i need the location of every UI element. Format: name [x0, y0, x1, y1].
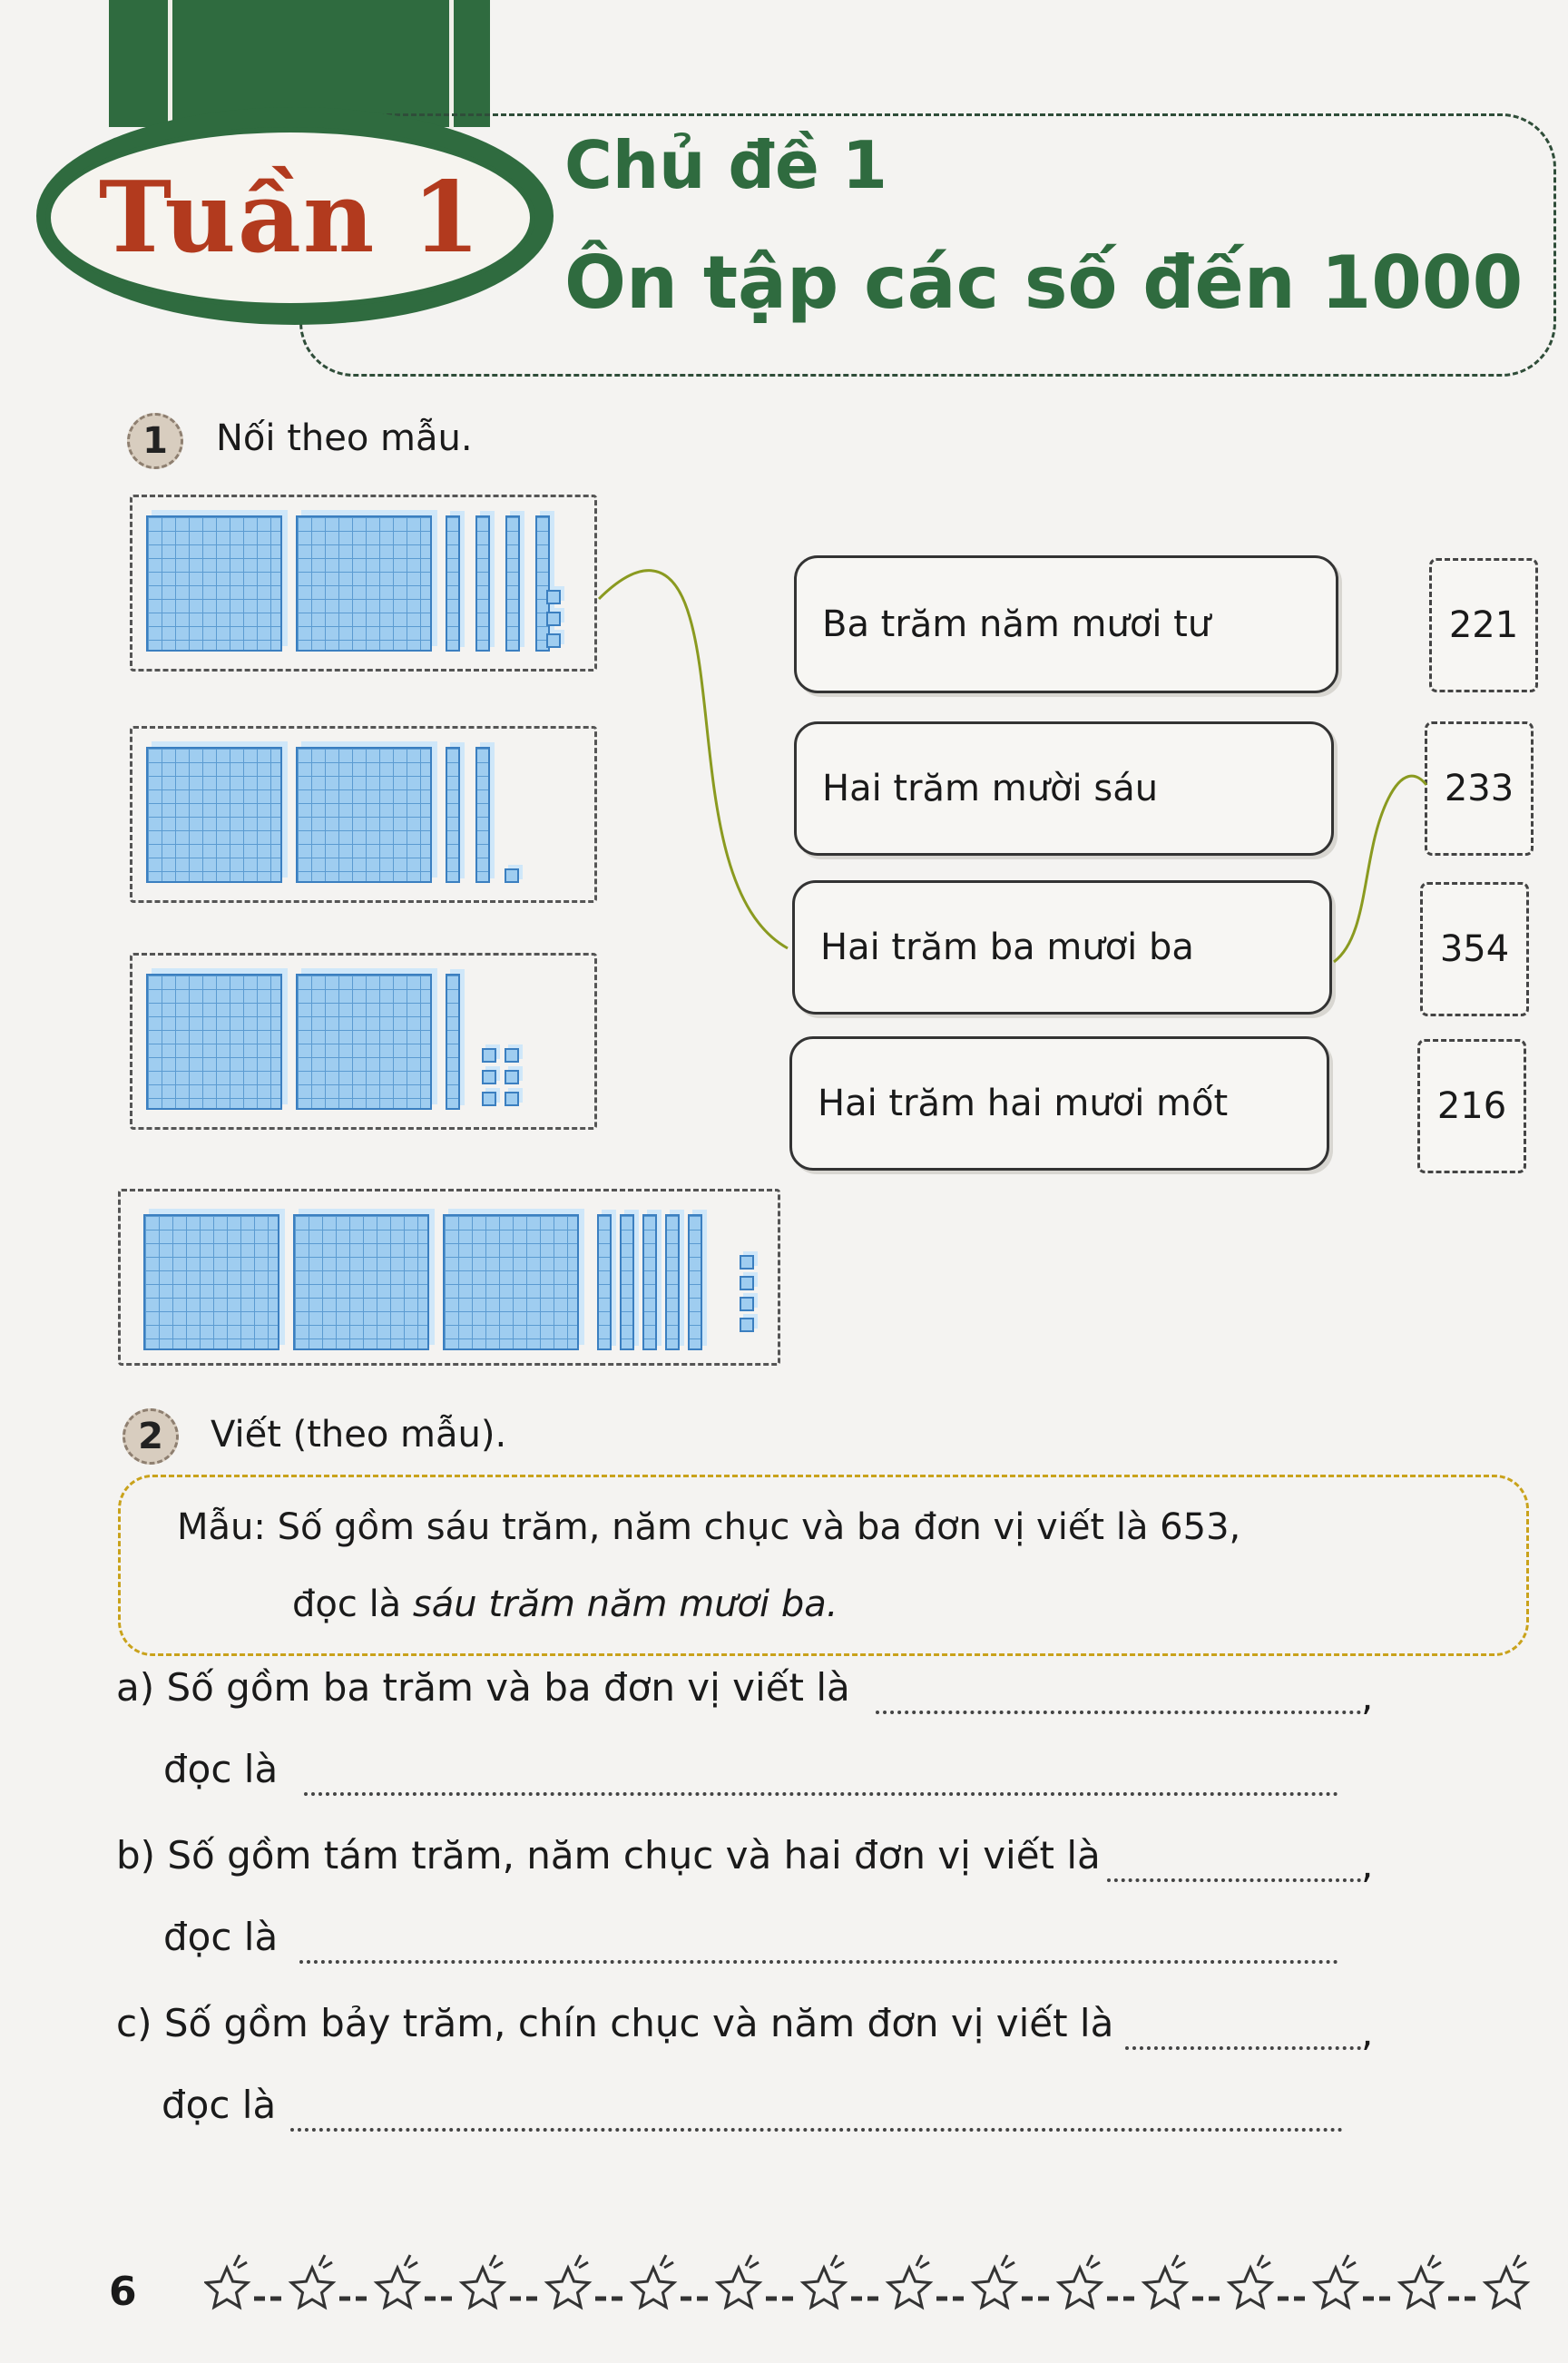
question-c-prompt: c) Số gồm bảy trăm, chín chục và năm đơn vị viết là [116, 2001, 1114, 2045]
exercise-1-badge: 1 [127, 413, 183, 469]
sparkle-icon [661, 2255, 673, 2268]
question-a-read-label: đọc là [163, 1747, 279, 1791]
page-number: 6 [109, 2269, 137, 2315]
sparkle-icon [746, 2255, 759, 2268]
star-border-decoration [204, 2249, 1565, 2321]
unit-cube [740, 1276, 754, 1290]
sparkle-icon [1258, 2255, 1270, 2268]
sparkle-icon [1428, 2255, 1441, 2268]
topic-label: Chủ đề 1 [564, 127, 887, 203]
sparkle-icon [1514, 2255, 1526, 2268]
comma: , [1361, 2010, 1374, 2054]
week-label: Tuần 1 [98, 161, 483, 275]
star-icon [1485, 2268, 1527, 2307]
sparkle-icon [1087, 2255, 1100, 2268]
question-b-write-line[interactable] [1107, 1878, 1361, 1882]
exercise-1-title: Nối theo mẫu. [216, 417, 473, 459]
comma: , [1361, 1674, 1374, 1719]
sample-line-2 [292, 1584, 838, 1625]
number-card[interactable]: 354 [1420, 882, 1529, 1016]
number-card[interactable]: 221 [1429, 558, 1538, 692]
sample-line-1: Mẫu: Số gồm sáu trăm, năm chục và ba đơn vị viết là 653, [177, 1506, 1241, 1548]
sparkle-icon [490, 2255, 503, 2268]
star-icon [1400, 2268, 1442, 2307]
number-card[interactable]: 233 [1425, 721, 1534, 856]
star-icon [718, 2268, 760, 2307]
star-icon [888, 2268, 930, 2307]
question-a-write-line[interactable] [876, 1711, 1361, 1714]
star-icon [803, 2268, 845, 2307]
question-b-prompt: b) Số gồm tám trăm, năm chục và hai đơn vị viết là [116, 1833, 1101, 1878]
star-icon [377, 2268, 418, 2307]
exercise-2-title: Viết (theo mẫu). [211, 1414, 507, 1456]
comma: , [1361, 1842, 1374, 1887]
star-icon [291, 2268, 333, 2307]
question-c-read-line[interactable] [290, 2128, 1343, 2132]
sparkle-icon [234, 2255, 247, 2268]
star-icon [206, 2268, 248, 2307]
sparkle-icon [916, 2255, 929, 2268]
sample-read-italic: sáu trăm năm mươi ba. [412, 1584, 838, 1625]
sparkle-icon [319, 2255, 332, 2268]
star-icon [462, 2268, 504, 2307]
question-c-write-line[interactable] [1125, 2046, 1361, 2050]
sparkle-icon [1172, 2255, 1185, 2268]
sparkle-icon [831, 2255, 844, 2268]
question-b-read-label: đọc là [163, 1915, 279, 1959]
star-icon [632, 2268, 674, 2307]
exercise-2-badge: 2 [122, 1408, 179, 1465]
unit-cube [740, 1297, 754, 1311]
word-card[interactable]: Hai trăm mười sáu [794, 721, 1334, 856]
star-icon [1230, 2268, 1271, 2307]
topic-title: Ôn tập các số đến 1000 [564, 240, 1524, 325]
star-icon [1059, 2268, 1101, 2307]
sample-box [118, 1475, 1529, 1656]
word-card[interactable]: Hai trăm ba mươi ba [792, 880, 1332, 1015]
star-icon [974, 2268, 1015, 2307]
word-card[interactable]: Hai trăm hai mươi mốt [789, 1036, 1329, 1171]
unit-cube [740, 1318, 754, 1332]
question-b-read-line[interactable] [299, 1960, 1338, 1964]
sparkle-icon [405, 2255, 417, 2268]
sparkle-icon [1002, 2255, 1014, 2268]
number-card[interactable]: 216 [1417, 1039, 1526, 1173]
star-icon [547, 2268, 589, 2307]
sparkle-icon [575, 2255, 588, 2268]
star-icon [1315, 2268, 1357, 2307]
star-icon [1144, 2268, 1186, 2307]
question-a-read-line[interactable] [304, 1792, 1338, 1796]
sample-read-prefix: đọc là [292, 1584, 413, 1625]
sparkle-icon [1343, 2255, 1356, 2268]
question-a-prompt: a) Số gồm ba trăm và ba đơn vị viết là [116, 1665, 850, 1710]
word-card[interactable]: Ba trăm năm mươi tư [794, 555, 1338, 693]
question-c-read-label: đọc là [162, 2083, 277, 2127]
